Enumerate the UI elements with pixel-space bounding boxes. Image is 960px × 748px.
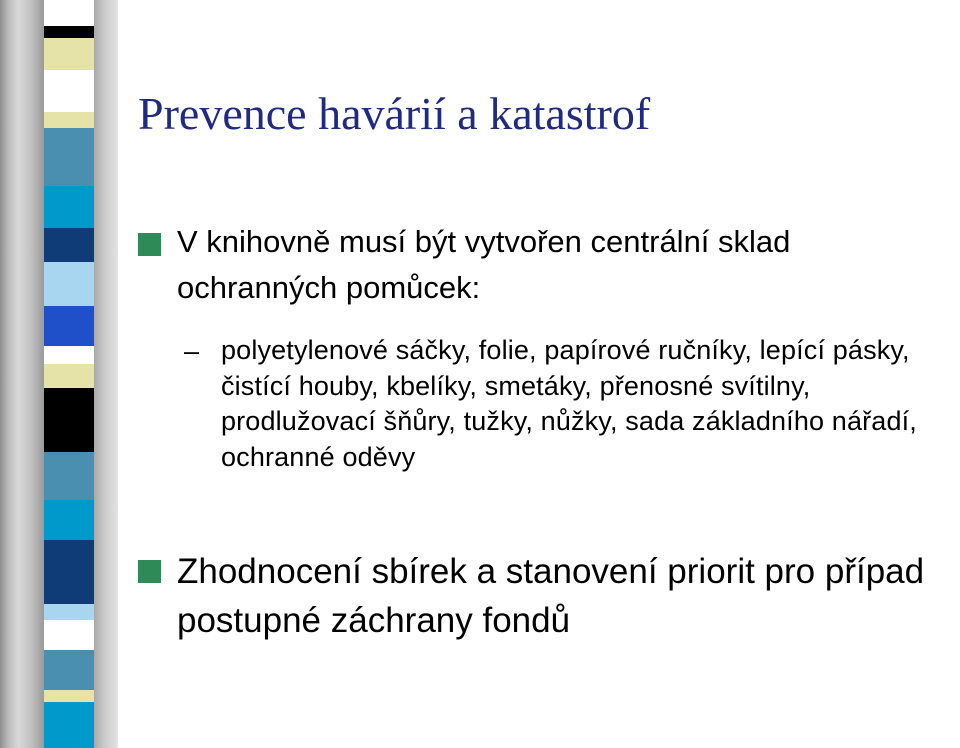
strip-block <box>44 346 94 364</box>
strip-block <box>44 228 94 262</box>
strip-block <box>44 364 94 388</box>
strip-block <box>44 604 94 620</box>
dash-icon: – <box>184 336 200 366</box>
strip-block <box>44 500 94 540</box>
strip-edge-gradient <box>94 0 118 748</box>
green-square-icon <box>138 560 161 583</box>
strip-block <box>44 262 94 306</box>
strip-block <box>44 186 94 228</box>
strip-block <box>44 128 94 186</box>
strip-block <box>44 650 94 690</box>
strip-block <box>44 70 94 112</box>
bullet-text-1: V knihovně musí být vytvořen centrální sklad ochranných pomůcek: <box>177 224 791 305</box>
strip-color-blocks <box>44 0 94 748</box>
decorative-side-strip <box>0 0 118 748</box>
bullet-text-2: Zhodnocení sbírek a stanovení priorit pro případ postupné záchrany fondů <box>177 552 925 640</box>
strip-block <box>44 540 94 604</box>
strip-block <box>44 38 94 70</box>
strip-block <box>44 690 94 702</box>
strip-block <box>44 388 94 452</box>
strip-block <box>44 26 94 38</box>
strip-block <box>44 620 94 650</box>
strip-block <box>44 112 94 128</box>
sub-bullet-text-1: polyetylenové sáčky, folie, papírové ručníky, lepící pásky, čistící houby, kbelíky, smetáky, přenosné svítilny, prodlužovací šňůry, tužky, nůžky, sada základního nářadí, ochranné oděvy <box>221 335 917 472</box>
strip-block <box>44 306 94 346</box>
strip-block <box>44 452 94 500</box>
strip-gray-gradient <box>0 0 44 748</box>
strip-block <box>44 0 94 26</box>
slide-title: Prevence havárií a katastrof <box>138 88 651 139</box>
strip-block <box>44 702 94 748</box>
green-square-icon <box>138 233 161 256</box>
